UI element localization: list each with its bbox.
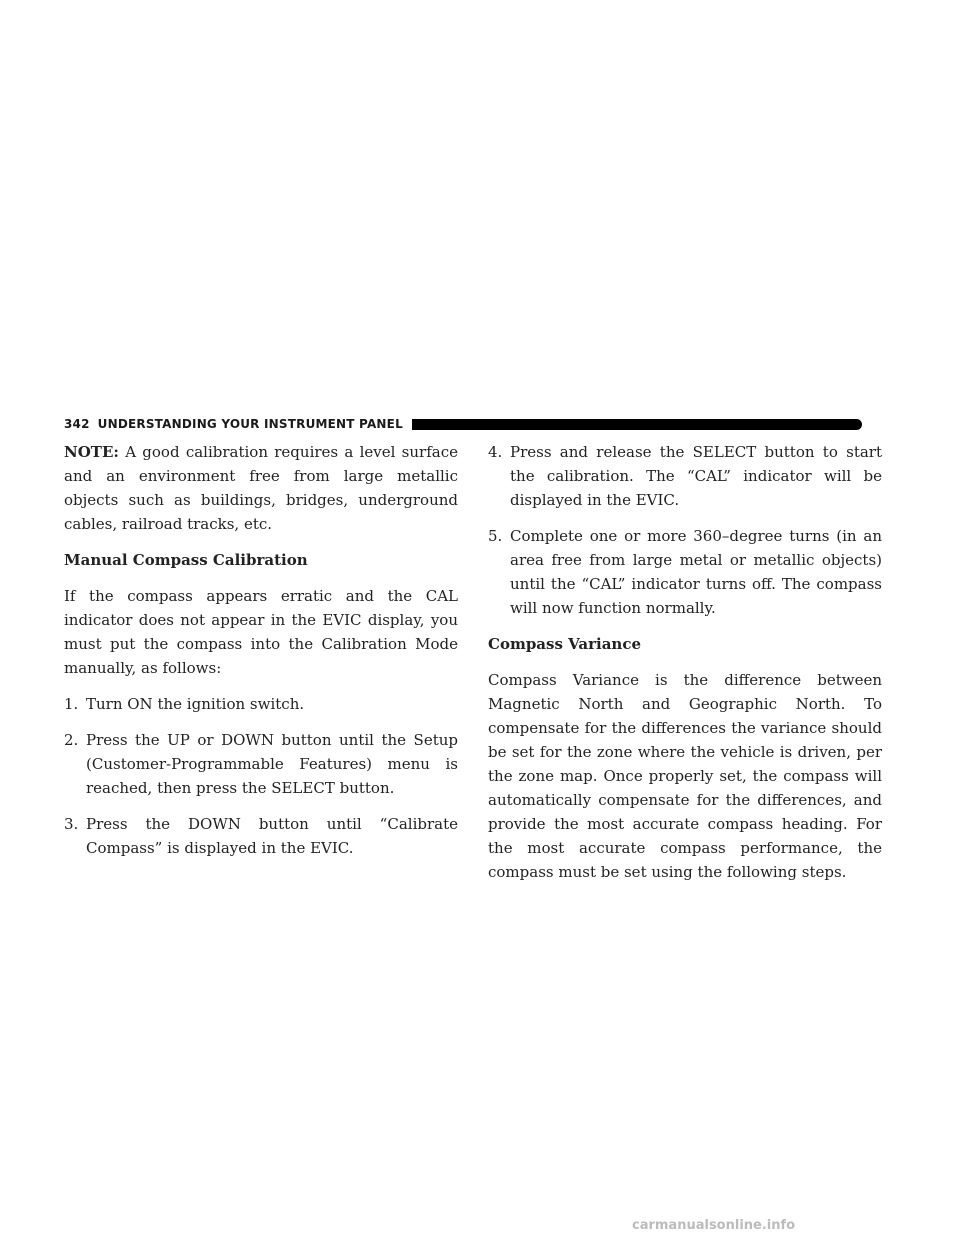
section-title: UNDERSTANDING YOUR INSTRUMENT PANEL [97, 417, 403, 431]
step-item [64, 728, 458, 800]
left-column [64, 440, 458, 872]
page-header [64, 416, 862, 432]
step-number: 5. [488, 527, 503, 545]
step-text: Complete one or more 360–degree turns (in an area free from large metal or metallic objects) until the “CAL” indicator turns off. The compass will now function normally. [510, 527, 882, 617]
step-number: 4. [488, 443, 503, 461]
manual-calibration-heading: Manual Compass Calibration [64, 551, 308, 569]
note-paragraph [64, 440, 458, 536]
step-item [64, 812, 458, 860]
watermark-text: carmanualsonline.info [632, 1218, 796, 1233]
calibration-intro: If the compass appears erratic and the CAL indicator does not appear in the EVIC display, you must put the compass into the Calibration Mode manually, as follows: [64, 587, 458, 677]
step-text: Press and release the SELECT button to start the calibration. The “CAL” indicator will be displayed in the EVIC. [510, 443, 882, 509]
header-rule [412, 419, 862, 430]
step-text: Press the UP or DOWN button until the Setup (Customer-Programmable Features) menu is reached, then press the SELECT button. [86, 731, 458, 797]
step-item [488, 524, 882, 620]
note-label: NOTE: [64, 443, 119, 461]
compass-variance-heading: Compass Variance [488, 635, 642, 653]
step-number: 1. [64, 695, 79, 713]
page-number: 342 [64, 417, 90, 431]
step-item [64, 692, 458, 716]
step-text: Turn ON the ignition switch. [86, 695, 305, 713]
step-number: 2. [64, 731, 79, 749]
right-column [488, 440, 882, 896]
step-item [488, 440, 882, 512]
step-number: 3. [64, 815, 79, 833]
compass-variance-body: Compass Variance is the difference between Magnetic North and Geographic North. To compensate for the differences the variance should be set for the zone where the vehicle is driven, per the zone map. Once properly set, the compass will automatically compensate for the differences, and provide the most accurate compass heading. For the most accurate compass performance, the compass must be set using the following steps. [488, 671, 882, 881]
step-text: Press the DOWN button until “Calibrate Compass” is displayed in the EVIC. [86, 815, 458, 857]
note-text: A good calibration requires a level surface and an environment free from large metallic objects such as buildings, bridges, underground cables, railroad tracks, etc. [64, 443, 458, 533]
